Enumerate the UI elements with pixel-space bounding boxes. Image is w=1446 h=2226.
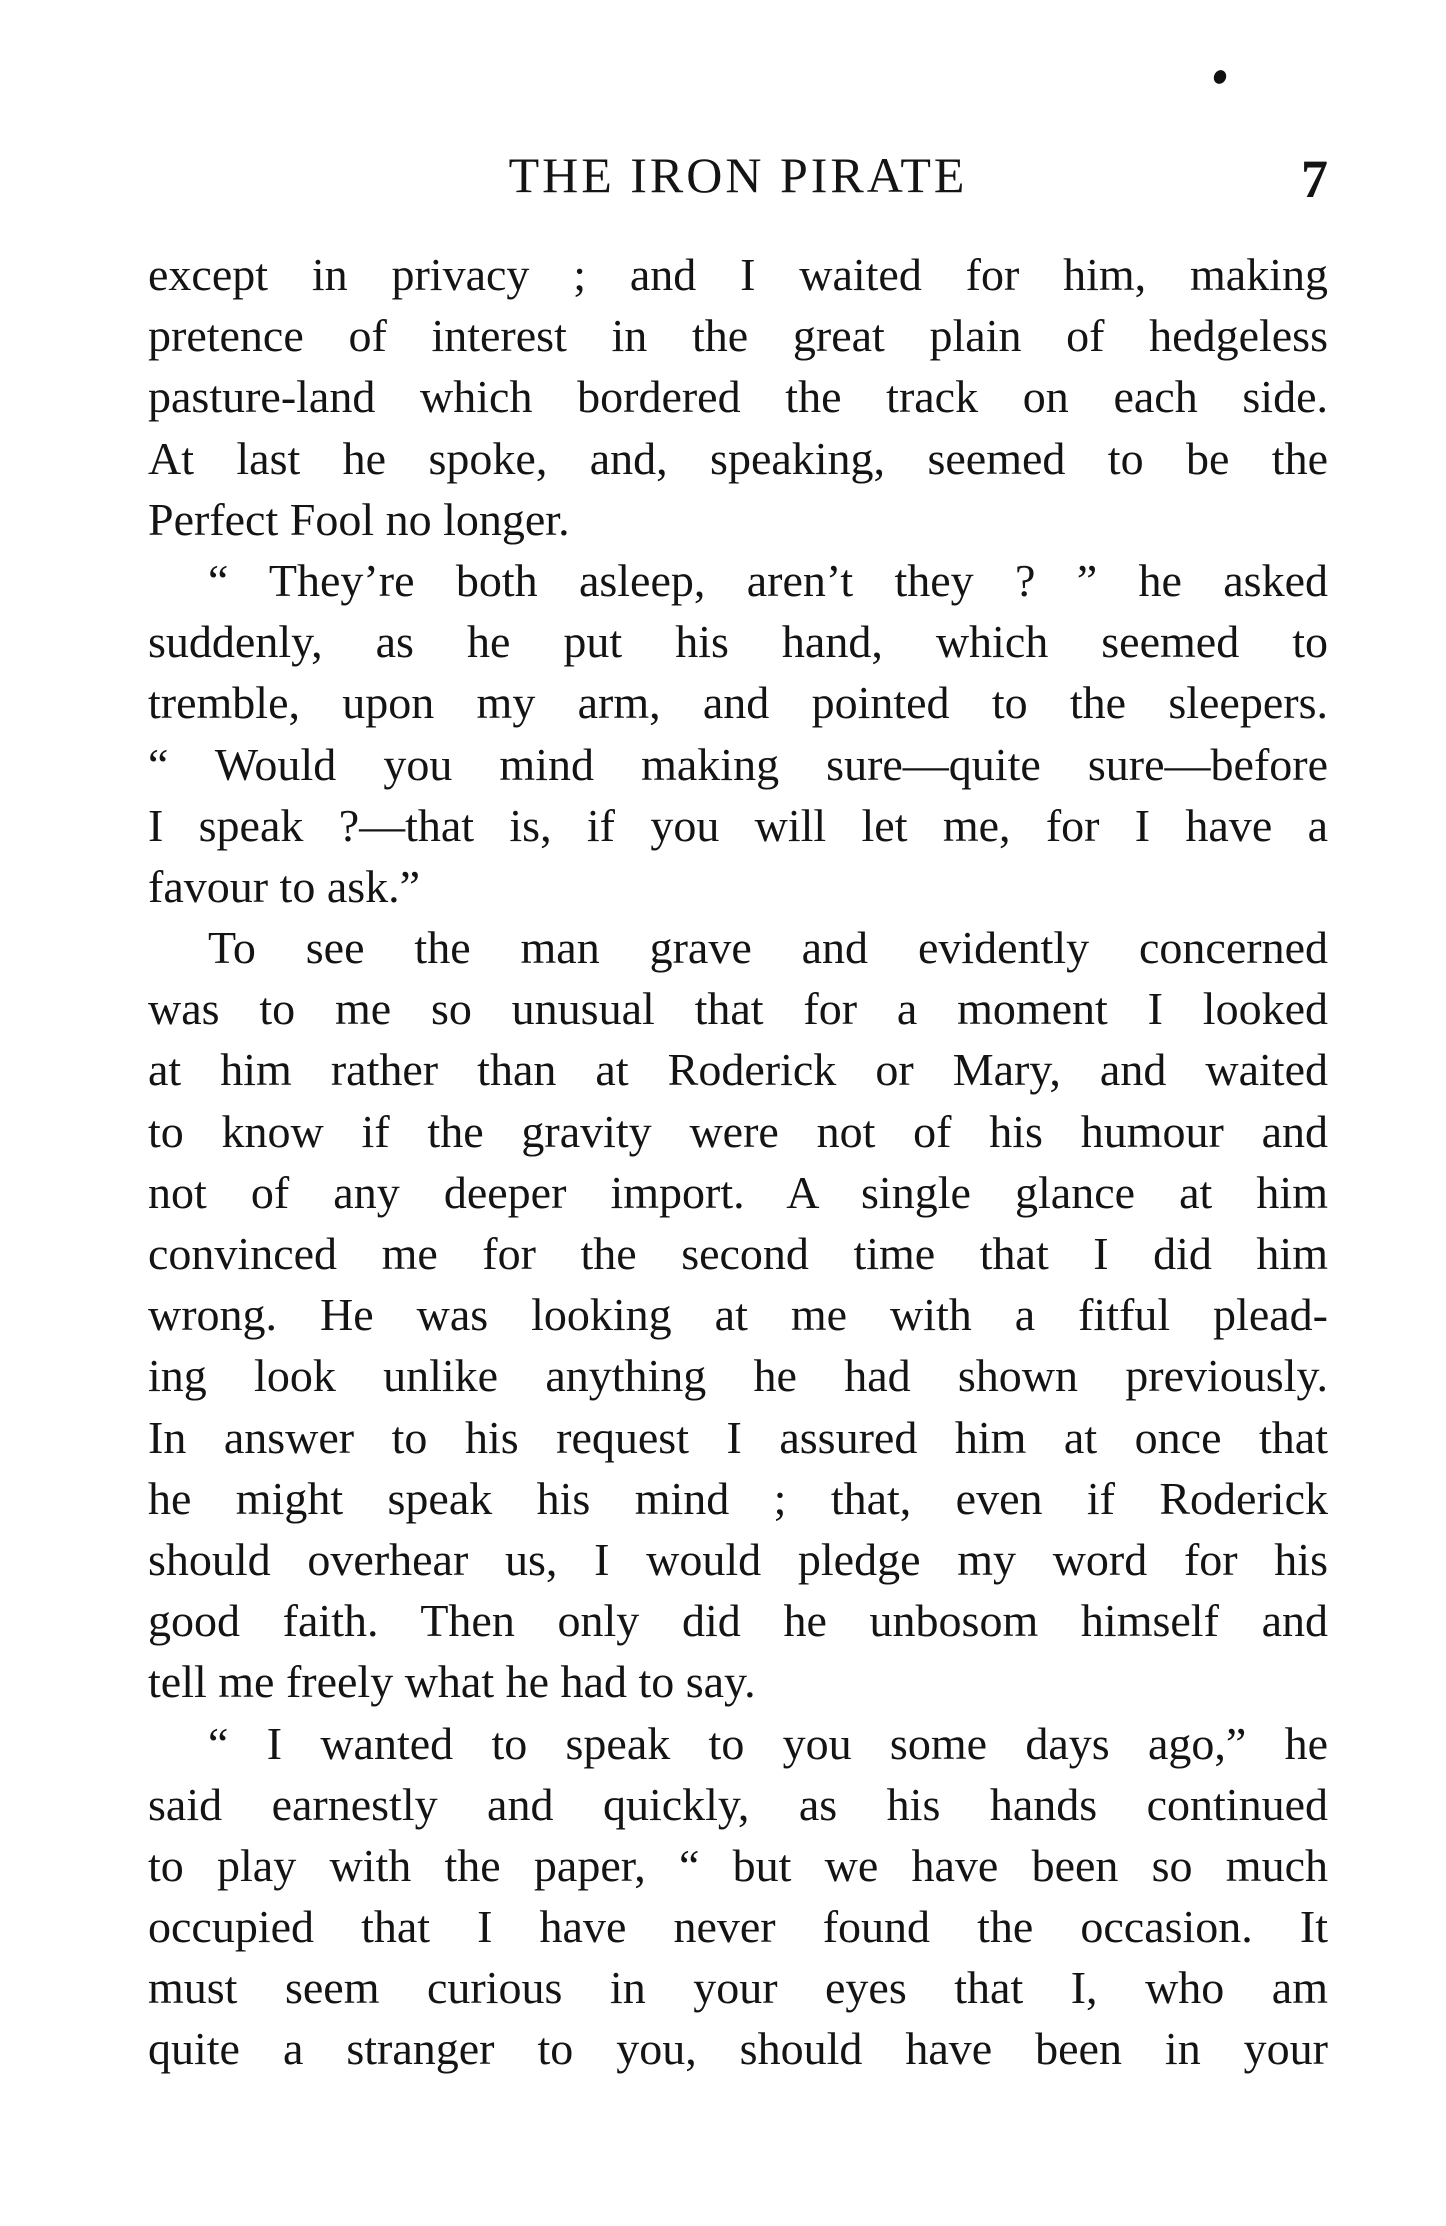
- text-line: At last he spoke, and, speaking, seemed to be the: [148, 432, 1328, 484]
- text-line: convinced me for the second time that I did him: [148, 1228, 1328, 1279]
- text-line: I speak ?—that is, if you will let me, for I have a: [148, 799, 1328, 851]
- text-line: pasture-land which bordered the track on each side.: [148, 371, 1328, 423]
- text-line: good faith. Then only did he unbosom himself and: [148, 1595, 1328, 1647]
- text-line: Perfect Fool no longer.: [148, 493, 570, 545]
- running-head: [148, 142, 1328, 208]
- text-line: must seem curious in your eyes that I, who am: [148, 1962, 1328, 2014]
- text-line: should overhear us, I would pledge my word for his: [148, 1533, 1328, 1585]
- text-line: tell me freely what he had to say.: [148, 1656, 756, 1708]
- text-line: To see the man grave and evidently concerned: [208, 922, 1328, 974]
- page-number: 7: [1301, 149, 1328, 209]
- text-line: except in privacy ; and I waited for him, making: [148, 249, 1328, 300]
- text-line: quite a stranger to you, should have been in your: [148, 2023, 1328, 2075]
- text-line: “ Would you mind making sure—quite sure—before: [148, 738, 1328, 790]
- text-line: was to me so unusual that for a moment I looked: [148, 983, 1328, 1035]
- text-line: “ I wanted to speak to you some days ago,” he: [208, 1717, 1328, 1769]
- text-line: to know if the gravity were not of his humour and: [148, 1105, 1328, 1157]
- text-line: not of any deeper import. A single glance at him: [148, 1166, 1328, 1218]
- text-line: he might speak his mind ; that, even if Roderick: [148, 1472, 1328, 1524]
- text-line: at him rather than at Roderick or Mary, and waited: [148, 1044, 1328, 1096]
- text-line: occupied that I have never found the occasion. It: [148, 1901, 1328, 1953]
- text-line: pretence of interest in the great plain of hedgeless: [148, 310, 1328, 362]
- text-line: wrong. He was looking at me with a fitful plead-: [148, 1289, 1328, 1341]
- text-line: “ They’re both asleep, aren’t they ? ” he asked: [208, 554, 1328, 606]
- text-line: favour to ask.”: [148, 860, 421, 912]
- book-page: [148, 0, 1328, 2226]
- text-line: suddenly, as he put his hand, which seemed to: [148, 616, 1328, 668]
- ink-dot: [1212, 68, 1229, 86]
- text-line: ing look unlike anything he had shown previously.: [148, 1350, 1328, 1402]
- text-line: said earnestly and quickly, as his hands continued: [148, 1778, 1328, 1830]
- text-line: In answer to his request I assured him at once that: [148, 1411, 1328, 1463]
- running-head-title: THE IRON PIRATE: [508, 147, 968, 203]
- text-line: to play with the paper, “ but we have been so much: [148, 1839, 1328, 1891]
- text-line: tremble, upon my arm, and pointed to the sleepers.: [148, 677, 1328, 729]
- body-text: [148, 244, 1328, 2080]
